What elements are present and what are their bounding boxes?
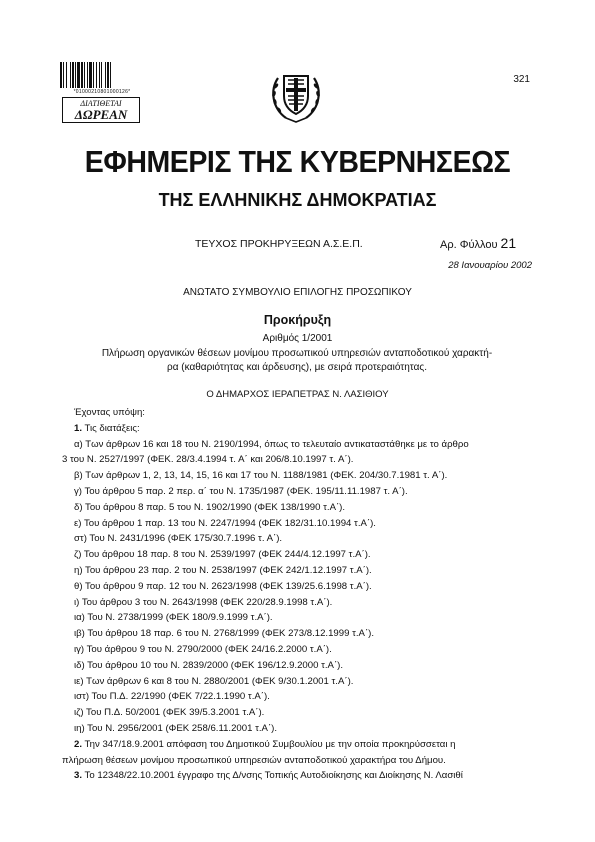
- item-2-number: 2.: [74, 738, 83, 750]
- item-1-number: 1.: [74, 422, 83, 434]
- provision-line: ια) Του Ν. 2738/1999 (ΦΕΚ 180/9.9.1999 τ.Α΄).: [74, 612, 273, 624]
- provision-line: ιε) Των άρθρων 6 και 8 του Ν. 2880/2001 (ΦΕΚ 9/30.1.2001 τ.Α΄).: [74, 675, 354, 687]
- barcode-bar: [111, 62, 113, 88]
- provision-line: στ) Του Ν. 2431/1996 (ΦΕΚ 175/30.7.1996 τ. Α΄).: [74, 533, 283, 545]
- provision-line: ιστ) Του Π.Δ. 22/1990 (ΦΕΚ 7/22.1.1990 τ.Α΄).: [74, 691, 270, 703]
- gazette-subtitle: ΤΗΣ ΕΛΛΗΝΙΚΗΣ ΔΗΜΟΚΡΑΤΙΑΣ: [158, 190, 437, 210]
- item-3-text: Το 12348/22.10.2001 έγγραφο της Δ/νσης Τοπικής Αυτοδιοίκησης και Διοίκησης Ν. Λασιθί: [82, 770, 463, 782]
- stamp-line2: ΔΩΡΕΑΝ: [74, 107, 128, 122]
- item-1: [62, 421, 534, 437]
- provision-line: 3 του Ν. 2527/1997 (ΦΕΚ. 28/3.4.1994 τ. Α΄ και 206/8.10.1997 τ. Α΄).: [62, 454, 354, 466]
- notice-title: Προκήρυξη: [263, 313, 332, 327]
- provision-line: α) Των άρθρων 16 και 18 του Ν. 2190/1994, όπως το τελευταίο αντικαταστάθηκε με το άρθρο: [74, 438, 469, 450]
- notice-number: Αριθμός 1/2001: [262, 333, 333, 344]
- provision-line: ι) Του άρθρου 3 του Ν. 2643/1998 (ΦΕΚ 220/28.9.1998 τ.Α΄).: [74, 596, 333, 608]
- subject-line1: Πλήρωση οργανικών θέσεων μονίμου προσωπικού υπηρεσιών ανταποδοτικού χαρακτή-: [101, 348, 493, 359]
- subject-line2: ρα (καθαριότητας και άρδευσης), με σειρά προτεραιότητας.: [167, 362, 427, 373]
- provision-line: η) Του άρθρου 23 παρ. 2 του Ν. 2538/1997 (ΦΕΚ 242/1.12.1997 τ.Α΄).: [74, 564, 372, 576]
- provision-line: γ) Του άρθρου 5 παρ. 2 περ. α΄ του Ν. 1735/1987 (ΦΕΚ. 195/11.11.1987 τ. Α΄).: [74, 485, 408, 497]
- considering-line: Έχοντας υπόψη:: [74, 407, 145, 418]
- provision-line: β) Των άρθρων 1, 2, 13, 14, 15, 16 και 17 του Ν. 1188/1981 (ΦΕΚ. 204/30.7.1981 τ. Α΄).: [74, 470, 448, 482]
- item-2-line1: [62, 737, 534, 753]
- issue-label: ΤΕΥΧΟΣ ΠΡΟΚΗΡΥΞΕΩΝ Α.Σ.Ε.Π.: [195, 238, 363, 250]
- sheet-label: Αρ. Φύλλου: [440, 239, 498, 251]
- provision-line: δ) Του άρθρου 8 παρ. 5 του Ν. 1902/1990 (ΦΕΚ 138/1990 τ.Α΄).: [74, 501, 346, 513]
- item-3-number: 3.: [74, 770, 83, 782]
- authority-heading: ΑΝΩΤΑΤΟ ΣΥΜΒΟΥΛΙΟ ΕΠΙΛΟΓΗΣ ΠΡΟΣΩΠΙΚΟΥ: [183, 287, 412, 298]
- provision-line: ιγ) Του άρθρου 9 του Ν. 2790/2000 (ΦΕΚ 24/16.2.2000 τ.Α΄).: [74, 643, 332, 655]
- body-text: [62, 405, 534, 784]
- greek-coat-of-arms-icon: [268, 66, 324, 124]
- item-1-text: Τις διατάξεις:: [82, 422, 140, 434]
- stamp-line1: ΔΙΑΤΙΘΕΤΑΙ: [80, 99, 122, 108]
- item-3-line1: [62, 768, 534, 784]
- free-distribution-stamp: [62, 97, 140, 123]
- barcode-number: *01000210801000126*: [73, 89, 131, 95]
- page-number: 321: [513, 74, 530, 85]
- provision-line: ιη) Του Ν. 2956/2001 (ΦΕΚ 258/6.11.2001 τ.Α΄).: [74, 722, 278, 734]
- sheet-number: [440, 235, 516, 251]
- provision-line: ε) Του άρθρου 1 παρ. 13 του Ν. 2247/1994 (ΦΕΚ 182/31.10.1994 τ.Α΄).: [74, 517, 376, 529]
- provision-line: ιδ) Του άρθρου 10 του Ν. 2839/2000 (ΦΕΚ 196/12.9.2000 τ.Α΄).: [74, 659, 344, 671]
- provision-line: θ) Του άρθρου 9 παρ. 12 του Ν. 2623/1998 (ΦΕΚ 139/25.6.1998 τ.Α΄).: [74, 580, 372, 592]
- provision-line: ιζ) Του Π.Δ. 50/2001 (ΦΕΚ 39/5.3.2001 τ.Α΄).: [74, 707, 265, 719]
- notice-subject: [62, 347, 532, 375]
- provision-line: ζ) Του άρθρου 18 παρ. 8 του Ν. 2539/1997 (ΦΕΚ 244/4.12.1997 τ.Α΄).: [74, 549, 371, 561]
- item-2-line2: πλήρωση θέσεων μονίμου προσωπικού υπηρεσιών ανταποδοτικού χαρακτήρα του Δήμου.: [62, 754, 446, 766]
- provision-line: ιβ) Του άρθρου 18 παρ. 6 του Ν. 2768/1999 (ΦΕΚ 273/8.12.1999 τ.Α΄).: [74, 628, 375, 640]
- barcode: [60, 62, 140, 88]
- sheet-value: 21: [500, 235, 517, 251]
- issue-date: 28 Ιανουαρίου 2002: [448, 260, 532, 271]
- provisions-list: [62, 437, 534, 737]
- issuer-heading: Ο ΔΗΜΑΡΧΟΣ ΙΕΡΑΠΕΤΡΑΣ Ν. ΛΑΣΙΘΙΟΥ: [206, 389, 389, 400]
- item-2-text: Την 347/18.9.2001 απόφαση του Δημοτικού Συμβουλίου με την οποία προκηρύσσεται η: [82, 738, 456, 750]
- gazette-title: ΕΦΗΜΕΡΙΣ ΤΗΣ ΚΥΒΕΡΝΗΣΕΩΣ: [84, 144, 511, 179]
